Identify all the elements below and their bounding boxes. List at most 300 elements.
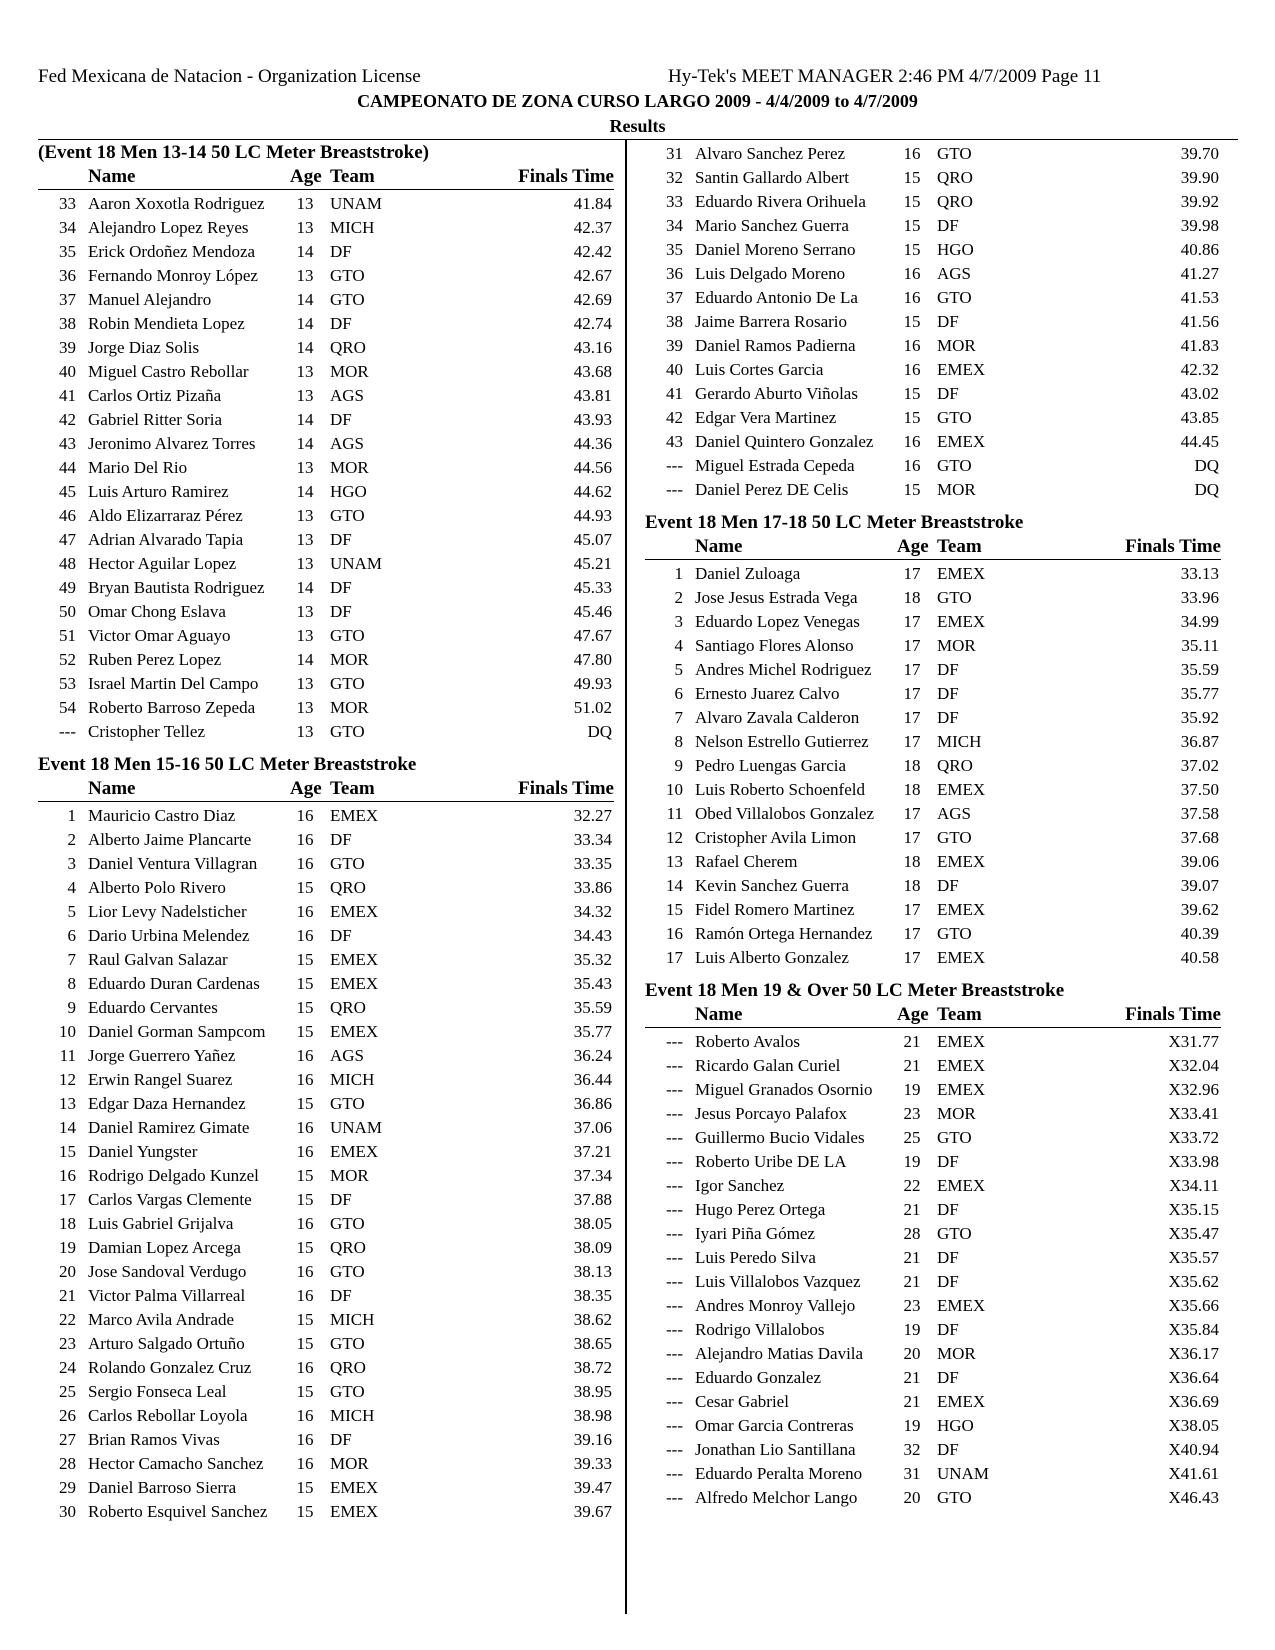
place: 27 <box>59 1430 76 1449</box>
result-row <box>645 1269 1221 1293</box>
result-row <box>645 705 1221 729</box>
swimmer-age: 15 <box>296 1166 314 1185</box>
finals-time: 44.56 <box>573 458 612 477</box>
place: 13 <box>666 852 683 871</box>
place: --- <box>666 1368 683 1387</box>
place: 23 <box>59 1334 76 1353</box>
place: --- <box>666 480 683 499</box>
swimmer-age: 17 <box>903 636 921 655</box>
place: 14 <box>59 1118 76 1137</box>
place: 42 <box>666 408 683 427</box>
swimmer-name: Daniel Moreno Serrano <box>695 240 856 259</box>
swimmer-age: 15 <box>903 480 921 499</box>
swimmer-name: Victor Omar Aguayo <box>88 626 231 645</box>
place: 34 <box>666 216 683 235</box>
swimmer-name: Hector Aguilar Lopez <box>88 554 237 573</box>
swimmer-age: 16 <box>296 926 314 945</box>
result-row <box>38 1331 614 1355</box>
place: 41 <box>666 384 683 403</box>
swimmer-age: 15 <box>903 192 921 211</box>
result-row <box>38 923 614 947</box>
finals-time: 38.65 <box>573 1334 612 1353</box>
result-row <box>38 947 614 971</box>
swimmer-name: Victor Palma Villarreal <box>88 1286 246 1305</box>
finals-time: 37.58 <box>1180 804 1219 823</box>
finals-time: 38.13 <box>573 1262 612 1281</box>
place: --- <box>666 1392 683 1411</box>
place: 4 <box>67 878 76 897</box>
swimmer-name: Arturo Salgado Ortuño <box>88 1334 245 1353</box>
swimmer-age: 17 <box>903 828 921 847</box>
result-row <box>645 213 1221 237</box>
swimmer-age: 16 <box>296 1214 314 1233</box>
result-row <box>38 1115 614 1139</box>
finals-time: X35.57 <box>1168 1248 1219 1267</box>
place: 37 <box>59 290 76 309</box>
result-row <box>38 851 614 875</box>
swimmer-age: 15 <box>903 408 921 427</box>
swimmer-name: Raul Galvan Salazar <box>88 950 228 969</box>
swimmer-name: Omar Garcia Contreras <box>695 1416 854 1435</box>
swimmer-age: 15 <box>296 1382 314 1401</box>
team: DF <box>330 1430 352 1449</box>
result-row <box>645 189 1221 213</box>
swimmer-name: Daniel Yungster <box>88 1142 198 1161</box>
swimmer-name: Miguel Estrada Cepeda <box>695 456 855 475</box>
finals-time: 36.87 <box>1180 732 1219 751</box>
finals-time: X36.69 <box>1168 1392 1219 1411</box>
swimmer-name: Daniel Ventura Villagran <box>88 854 258 873</box>
team: MOR <box>937 336 976 355</box>
event-spacer <box>645 969 1221 978</box>
place: 12 <box>59 1070 76 1089</box>
finals-time: 45.21 <box>573 554 612 573</box>
header-organization: Fed Mexicana de Natacion - Organization License <box>38 66 421 87</box>
result-row <box>38 311 614 335</box>
team: DF <box>330 1190 352 1209</box>
team: EMEX <box>937 564 986 583</box>
place: 41 <box>59 386 76 405</box>
swimmer-age: 23 <box>903 1104 921 1123</box>
team: QRO <box>937 756 973 775</box>
swimmer-age: 15 <box>903 240 921 259</box>
finals-time: 41.56 <box>1180 312 1219 331</box>
finals-time: X36.17 <box>1168 1344 1219 1363</box>
result-row <box>645 1461 1221 1485</box>
place: 8 <box>67 974 76 993</box>
swimmer-name: Jose Sandoval Verdugo <box>88 1262 247 1281</box>
finals-time: X32.96 <box>1168 1080 1219 1099</box>
place: 40 <box>59 362 76 381</box>
finals-time: 38.62 <box>573 1310 612 1329</box>
finals-time: 34.32 <box>573 902 612 921</box>
result-row <box>645 873 1221 897</box>
swimmer-age: 17 <box>903 612 921 631</box>
result-row <box>645 477 1221 501</box>
team: GTO <box>330 722 365 741</box>
team: AGS <box>330 1046 365 1065</box>
place: 46 <box>59 506 76 525</box>
team: DF <box>937 1248 959 1267</box>
swimmer-age: 17 <box>903 948 921 967</box>
finals-time: 44.45 <box>1180 432 1219 451</box>
team: QRO <box>937 168 973 187</box>
swimmer-age: 18 <box>903 876 921 895</box>
swimmer-age: 13 <box>296 194 314 213</box>
team: EMEX <box>937 1176 986 1195</box>
team: EMEX <box>937 1032 986 1051</box>
team: MICH <box>330 218 375 237</box>
result-row <box>645 1389 1221 1413</box>
swimmer-name: Brian Ramos Vivas <box>88 1430 220 1449</box>
place: 10 <box>666 780 683 799</box>
place: 38 <box>59 314 76 333</box>
result-row <box>645 633 1221 657</box>
swimmer-age: 17 <box>903 732 921 751</box>
place: 43 <box>666 432 683 451</box>
place: 9 <box>67 998 76 1017</box>
place: 17 <box>666 948 683 967</box>
team: DF <box>330 578 352 597</box>
place: --- <box>666 1440 683 1459</box>
swimmer-name: Rolando Gonzalez Cruz <box>88 1358 252 1377</box>
finals-time: 39.07 <box>1180 876 1219 895</box>
finals-time: 37.21 <box>573 1142 612 1161</box>
swimmer-age: 13 <box>296 458 314 477</box>
result-row <box>38 215 614 239</box>
finals-time: 39.70 <box>1180 144 1219 163</box>
swimmer-age: 15 <box>296 1478 314 1497</box>
place: 48 <box>59 554 76 573</box>
result-row <box>645 921 1221 945</box>
swimmer-name: Alfredo Melchor Lango <box>695 1488 858 1507</box>
column-header-name: Name <box>695 536 743 557</box>
swimmer-name: Iyari Piña Gómez <box>695 1224 815 1243</box>
team: GTO <box>330 854 365 873</box>
place: 54 <box>59 698 76 717</box>
team: EMEX <box>937 1056 986 1075</box>
result-row <box>645 609 1221 633</box>
swimmer-age: 21 <box>903 1272 921 1291</box>
team: GTO <box>937 144 972 163</box>
team: MICH <box>330 1310 375 1329</box>
finals-time: 32.27 <box>573 806 612 825</box>
column-header-row <box>645 535 1221 560</box>
team: GTO <box>937 1128 972 1147</box>
swimmer-name: Bryan Bautista Rodriguez <box>88 578 265 597</box>
place: --- <box>666 1248 683 1267</box>
result-row <box>38 623 614 647</box>
swimmer-age: 16 <box>903 432 921 451</box>
finals-time: 43.85 <box>1180 408 1219 427</box>
place: 53 <box>59 674 76 693</box>
result-row <box>38 359 614 383</box>
place: --- <box>666 1176 683 1195</box>
swimmer-age: 15 <box>296 878 314 897</box>
result-row <box>38 455 614 479</box>
swimmer-name: Aldo Elizarraraz Pérez <box>88 506 243 525</box>
place: --- <box>666 1488 683 1507</box>
swimmer-age: 17 <box>903 900 921 919</box>
swimmer-name: Ernesto Juarez Calvo <box>695 684 840 703</box>
result-row <box>38 1139 614 1163</box>
column-header-row <box>645 1003 1221 1028</box>
finals-time: 38.05 <box>573 1214 612 1233</box>
finals-time: 39.47 <box>573 1478 612 1497</box>
place: 49 <box>59 578 76 597</box>
team: UNAM <box>937 1464 989 1483</box>
place: 33 <box>666 192 683 211</box>
place: 15 <box>59 1142 76 1161</box>
swimmer-age: 15 <box>296 1334 314 1353</box>
result-row <box>645 1125 1221 1149</box>
result-row <box>645 453 1221 477</box>
finals-time: X33.72 <box>1168 1128 1219 1147</box>
place: 8 <box>674 732 683 751</box>
team: DF <box>937 1320 959 1339</box>
finals-time: 42.74 <box>573 314 612 333</box>
team: DF <box>330 410 352 429</box>
finals-time: X35.62 <box>1168 1272 1219 1291</box>
team: GTO <box>937 456 972 475</box>
swimmer-name: Robin Mendieta Lopez <box>88 314 245 333</box>
result-row <box>645 1293 1221 1317</box>
swimmer-age: 16 <box>296 902 314 921</box>
team: DF <box>937 216 959 235</box>
finals-time: X31.77 <box>1168 1032 1219 1051</box>
swimmer-age: 21 <box>903 1032 921 1051</box>
team: MICH <box>937 732 982 751</box>
result-row <box>645 1221 1221 1245</box>
swimmer-age: 19 <box>903 1080 921 1099</box>
swimmer-name: Edgar Daza Hernandez <box>88 1094 246 1113</box>
swimmer-name: Aaron Xoxotla Rodriguez <box>88 194 265 213</box>
swimmer-age: 15 <box>296 1022 314 1041</box>
team: UNAM <box>330 194 382 213</box>
result-row <box>645 309 1221 333</box>
team: DF <box>330 602 352 621</box>
swimmer-name: Jeronimo Alvarez Torres <box>88 434 256 453</box>
result-row <box>645 753 1221 777</box>
team: MOR <box>937 1104 976 1123</box>
team: MOR <box>937 1344 976 1363</box>
result-row <box>38 407 614 431</box>
swimmer-name: Eduardo Rivera Orihuela <box>695 192 866 211</box>
team: EMEX <box>330 1022 379 1041</box>
result-row <box>38 1379 614 1403</box>
team: MOR <box>330 1454 369 1473</box>
team: HGO <box>937 1416 974 1435</box>
swimmer-name: Nelson Estrello Gutierrez <box>695 732 869 751</box>
team: QRO <box>330 998 366 1017</box>
swimmer-name: Luis Gabriel Grijalva <box>88 1214 234 1233</box>
left-column <box>38 140 614 1523</box>
swimmer-age: 18 <box>903 756 921 775</box>
result-row <box>645 261 1221 285</box>
finals-time: 42.69 <box>573 290 612 309</box>
result-row <box>38 803 614 827</box>
meet-title: CAMPEONATO DE ZONA CURSO LARGO 2009 - 4/4/2009 to 4/7/2009 <box>357 91 918 111</box>
result-row <box>645 1437 1221 1461</box>
finals-time: 45.46 <box>573 602 612 621</box>
place: 22 <box>59 1310 76 1329</box>
result-row <box>38 1211 614 1235</box>
swimmer-name: Daniel Ramirez Gimate <box>88 1118 250 1137</box>
swimmer-age: 17 <box>903 924 921 943</box>
place: 3 <box>674 612 683 631</box>
swimmer-name: Rodrigo Villalobos <box>695 1320 825 1339</box>
swimmer-name: Jonathan Lio Santillana <box>695 1440 856 1459</box>
swimmer-name: Carlos Vargas Clemente <box>88 1190 252 1209</box>
swimmer-name: Santin Gallardo Albert <box>695 168 849 187</box>
team: DF <box>937 384 959 403</box>
team: GTO <box>330 266 365 285</box>
finals-time: X33.98 <box>1168 1152 1219 1171</box>
finals-time: 41.27 <box>1180 264 1219 283</box>
column-header-team: Team <box>937 1004 982 1025</box>
place: 7 <box>674 708 683 727</box>
finals-time: X40.94 <box>1168 1440 1219 1459</box>
swimmer-name: Andres Monroy Vallejo <box>695 1296 856 1315</box>
place: 16 <box>666 924 683 943</box>
team: MOR <box>937 636 976 655</box>
finals-time: 35.77 <box>573 1022 612 1041</box>
swimmer-name: Eduardo Cervantes <box>88 998 218 1017</box>
place: 2 <box>67 830 76 849</box>
result-row <box>38 827 614 851</box>
result-row <box>645 141 1221 165</box>
swimmer-name: Cesar Gabriel <box>695 1392 789 1411</box>
result-row <box>38 431 614 455</box>
finals-time: 38.95 <box>573 1382 612 1401</box>
team: QRO <box>330 1358 366 1377</box>
place: 47 <box>59 530 76 549</box>
finals-time: 36.86 <box>573 1094 612 1113</box>
finals-time: 39.67 <box>573 1502 612 1521</box>
column-header-finals-time: Finals Time <box>518 166 614 187</box>
results-label: Results <box>609 116 666 136</box>
place: 38 <box>666 312 683 331</box>
swimmer-age: 18 <box>903 588 921 607</box>
finals-time: 49.93 <box>573 674 612 693</box>
finals-time: 39.90 <box>1180 168 1219 187</box>
result-row <box>38 875 614 899</box>
swimmer-age: 15 <box>296 1094 314 1113</box>
swimmer-name: Obed Villalobos Gonzalez <box>695 804 875 823</box>
place: --- <box>666 1032 683 1051</box>
place: 16 <box>59 1166 76 1185</box>
swimmer-name: Alejandro Matias Davila <box>695 1344 864 1363</box>
team: EMEX <box>937 1296 986 1315</box>
swimmer-age: 16 <box>296 1118 314 1137</box>
team: GTO <box>330 1214 365 1233</box>
result-row <box>645 405 1221 429</box>
finals-time: 33.34 <box>573 830 612 849</box>
place: --- <box>666 1128 683 1147</box>
result-row <box>645 1029 1221 1053</box>
finals-time: 38.09 <box>573 1238 612 1257</box>
swimmer-name: Roberto Avalos <box>695 1032 800 1051</box>
swimmer-name: Mauricio Castro Diaz <box>88 806 236 825</box>
place: --- <box>666 1080 683 1099</box>
team: DF <box>937 312 959 331</box>
place: 1 <box>674 564 683 583</box>
place: --- <box>666 1320 683 1339</box>
event-title: (Event 18 Men 13-14 50 LC Meter Breaststroke) <box>38 142 430 163</box>
swimmer-age: 21 <box>903 1248 921 1267</box>
result-row <box>645 429 1221 453</box>
column-header-age: Age <box>897 1004 929 1025</box>
finals-time: X33.41 <box>1168 1104 1219 1123</box>
result-row <box>38 335 614 359</box>
place: 2 <box>674 588 683 607</box>
place: --- <box>666 1104 683 1123</box>
column-header-finals-time: Finals Time <box>518 778 614 799</box>
team: GTO <box>937 588 972 607</box>
place: 40 <box>666 360 683 379</box>
result-row <box>645 777 1221 801</box>
place: 3 <box>67 854 76 873</box>
swimmer-name: Mario Sanchez Guerra <box>695 216 849 235</box>
result-row <box>645 1149 1221 1173</box>
finals-time: 37.34 <box>573 1166 612 1185</box>
result-row <box>645 801 1221 825</box>
result-row <box>38 383 614 407</box>
result-row <box>38 479 614 503</box>
place: 29 <box>59 1478 76 1497</box>
result-row <box>38 239 614 263</box>
team: QRO <box>330 1238 366 1257</box>
swimmer-name: Alvaro Zavala Calderon <box>695 708 860 727</box>
place: --- <box>59 722 76 741</box>
swimmer-age: 14 <box>296 434 314 453</box>
place: --- <box>666 1152 683 1171</box>
team: GTO <box>330 506 365 525</box>
result-row <box>645 897 1221 921</box>
swimmer-age: 31 <box>903 1464 921 1483</box>
swimmer-name: Roberto Uribe DE LA <box>695 1152 847 1171</box>
finals-time: 47.67 <box>573 626 612 645</box>
swimmer-name: Cristopher Avila Limon <box>695 828 857 847</box>
place: 52 <box>59 650 76 669</box>
result-row <box>38 263 614 287</box>
swimmer-age: 21 <box>903 1392 921 1411</box>
swimmer-name: Daniel Zuloaga <box>695 564 801 583</box>
event-title: Event 18 Men 17-18 50 LC Meter Breaststroke <box>645 512 1024 533</box>
place: 28 <box>59 1454 76 1473</box>
team: HGO <box>330 482 367 501</box>
result-row <box>38 599 614 623</box>
swimmer-age: 16 <box>296 1070 314 1089</box>
place: 5 <box>674 660 683 679</box>
event-title: Event 18 Men 19 & Over 50 LC Meter Breaststroke <box>645 980 1065 1001</box>
finals-time: 39.06 <box>1180 852 1219 871</box>
result-row <box>38 1043 614 1067</box>
result-row <box>38 971 614 995</box>
swimmer-age: 17 <box>903 804 921 823</box>
result-row <box>645 729 1221 753</box>
swimmer-name: Roberto Barroso Zepeda <box>88 698 256 717</box>
team: EMEX <box>330 1142 379 1161</box>
finals-time: 43.68 <box>573 362 612 381</box>
swimmer-age: 16 <box>903 360 921 379</box>
place: 17 <box>59 1190 76 1209</box>
result-row <box>38 191 614 215</box>
swimmer-age: 15 <box>296 950 314 969</box>
swimmer-name: Rafael Cherem <box>695 852 798 871</box>
swimmer-age: 14 <box>296 242 314 261</box>
team: MOR <box>330 362 369 381</box>
